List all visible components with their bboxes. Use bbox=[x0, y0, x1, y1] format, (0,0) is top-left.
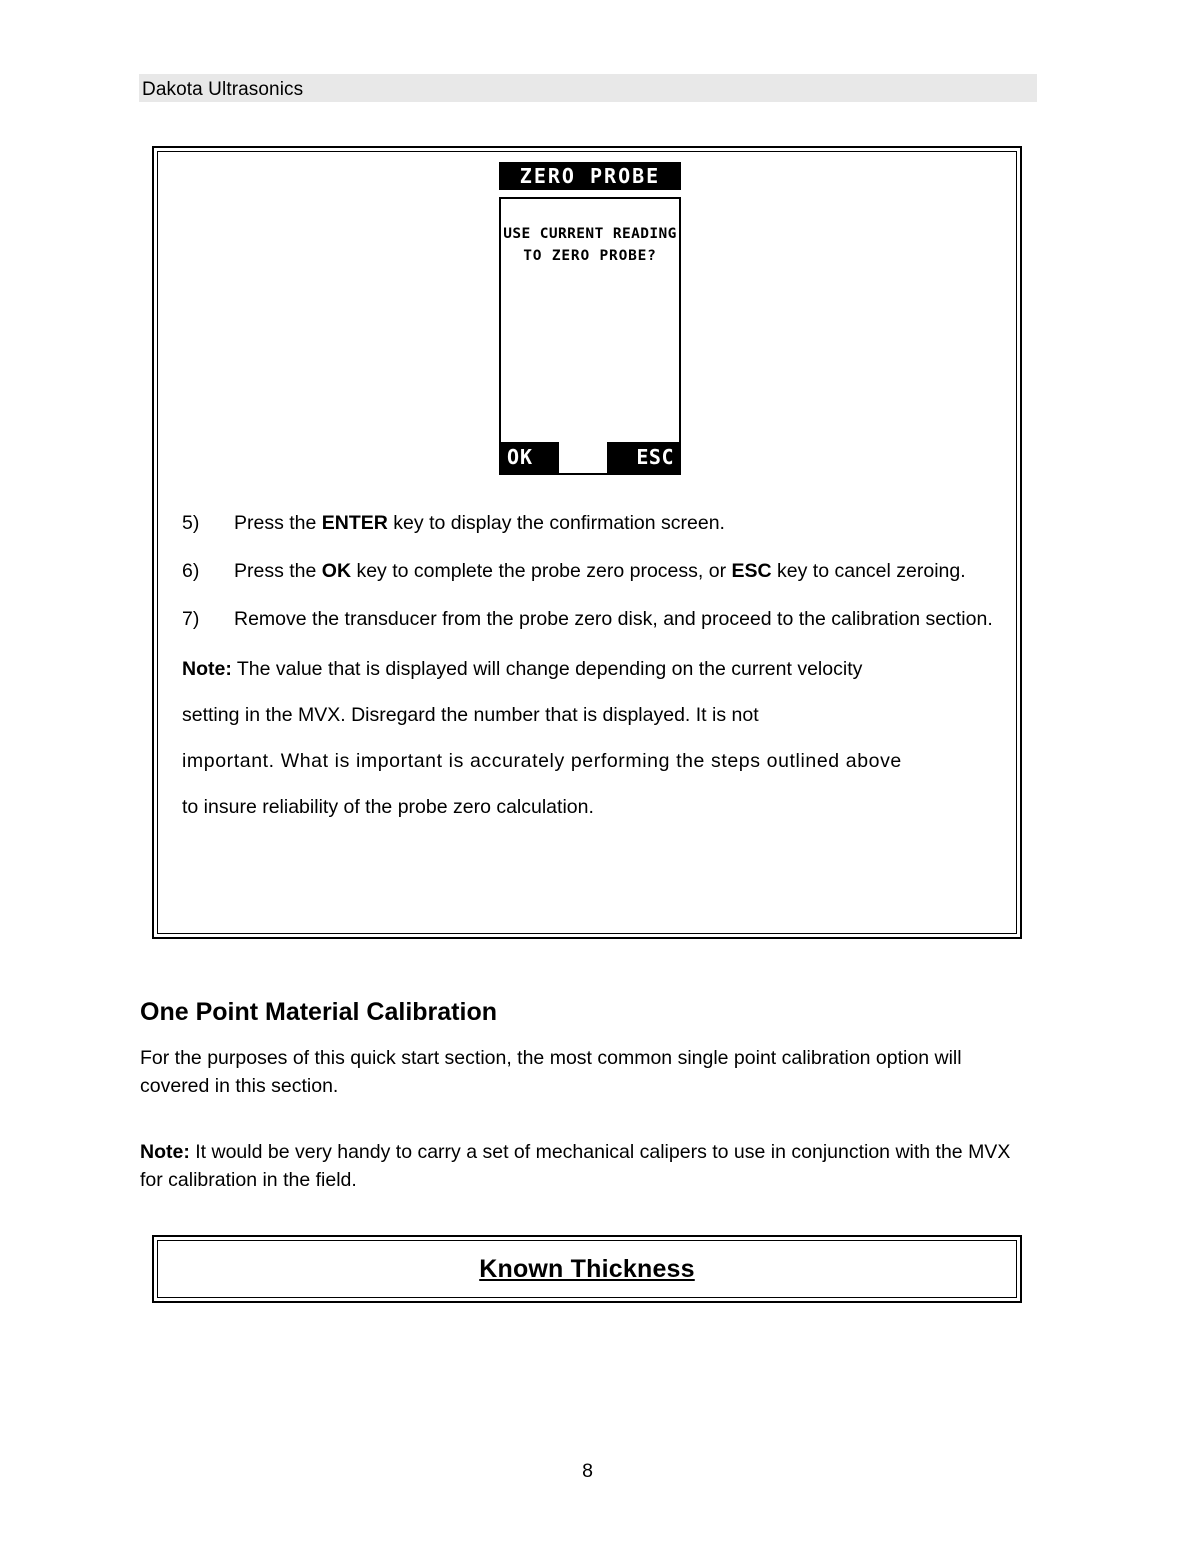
lcd-message-line-1: USE CURRENT READING bbox=[503, 226, 677, 242]
section-heading: One Point Material Calibration bbox=[140, 998, 497, 1026]
note-line-3: important. What is important is accurately performing the steps outlined above bbox=[182, 750, 902, 772]
lcd-esc-button[interactable]: ESC bbox=[607, 442, 679, 473]
lcd-body bbox=[499, 197, 681, 475]
header-company-name: Dakota Ultrasonics bbox=[142, 79, 304, 100]
section-note bbox=[140, 1138, 1030, 1194]
step-text-before: Press the bbox=[234, 560, 322, 582]
step-text-middle: key to complete the probe zero process, or bbox=[351, 560, 732, 582]
step-bold-keyword: ENTER bbox=[321, 512, 388, 534]
step-text-before: Press the bbox=[234, 512, 322, 534]
note-label: Note: bbox=[182, 658, 232, 680]
lcd-title-bar: ZERO PROBE bbox=[499, 162, 681, 190]
note-line-1: The value that is displayed will change depending on the current velocity bbox=[231, 658, 863, 680]
step-number: 7) bbox=[182, 608, 200, 630]
step-number: 6) bbox=[182, 560, 200, 582]
list-item bbox=[168, 548, 1016, 594]
lcd-message-line-2: TO ZERO PROBE? bbox=[523, 248, 657, 264]
section-paragraph: For the purposes of this quick start section, the most common single point calibration option will covered in this section. bbox=[140, 1047, 962, 1097]
numbered-steps-list bbox=[168, 500, 1016, 830]
step-text-before: Remove the transducer from the probe zero disk, and proceed to the calibration section. bbox=[234, 608, 993, 630]
section-note-label: Note: bbox=[140, 1141, 190, 1163]
lcd-message bbox=[501, 223, 679, 267]
step-bold-keyword: OK bbox=[321, 560, 352, 582]
device-lcd-mock bbox=[484, 162, 696, 492]
list-item bbox=[168, 500, 1016, 546]
known-thickness-box bbox=[152, 1235, 1022, 1303]
step-text-after: key to cancel zeroing. bbox=[771, 560, 966, 582]
note-line-2: setting in the MVX. Disregard the number that is displayed. It is not bbox=[182, 704, 759, 726]
list-item bbox=[168, 596, 1016, 642]
section-note-text: It would be very handy to carry a set of mechanical calipers to use in conjunction with the MVX for calibration in the field. bbox=[140, 1141, 1011, 1191]
figure-note bbox=[168, 646, 1016, 830]
step-bold-keyword-2: ESC bbox=[731, 560, 772, 582]
figure-and-steps-box bbox=[152, 146, 1022, 939]
known-thickness-label: Known Thickness bbox=[479, 1254, 695, 1283]
lcd-ok-button[interactable]: OK bbox=[501, 442, 559, 473]
note-line-4: to insure reliability of the probe zero calculation. bbox=[182, 796, 594, 818]
page-number: 8 bbox=[582, 1460, 593, 1482]
step-number: 5) bbox=[182, 512, 200, 534]
step-text-middle: key to display the confirmation screen. bbox=[387, 512, 725, 534]
